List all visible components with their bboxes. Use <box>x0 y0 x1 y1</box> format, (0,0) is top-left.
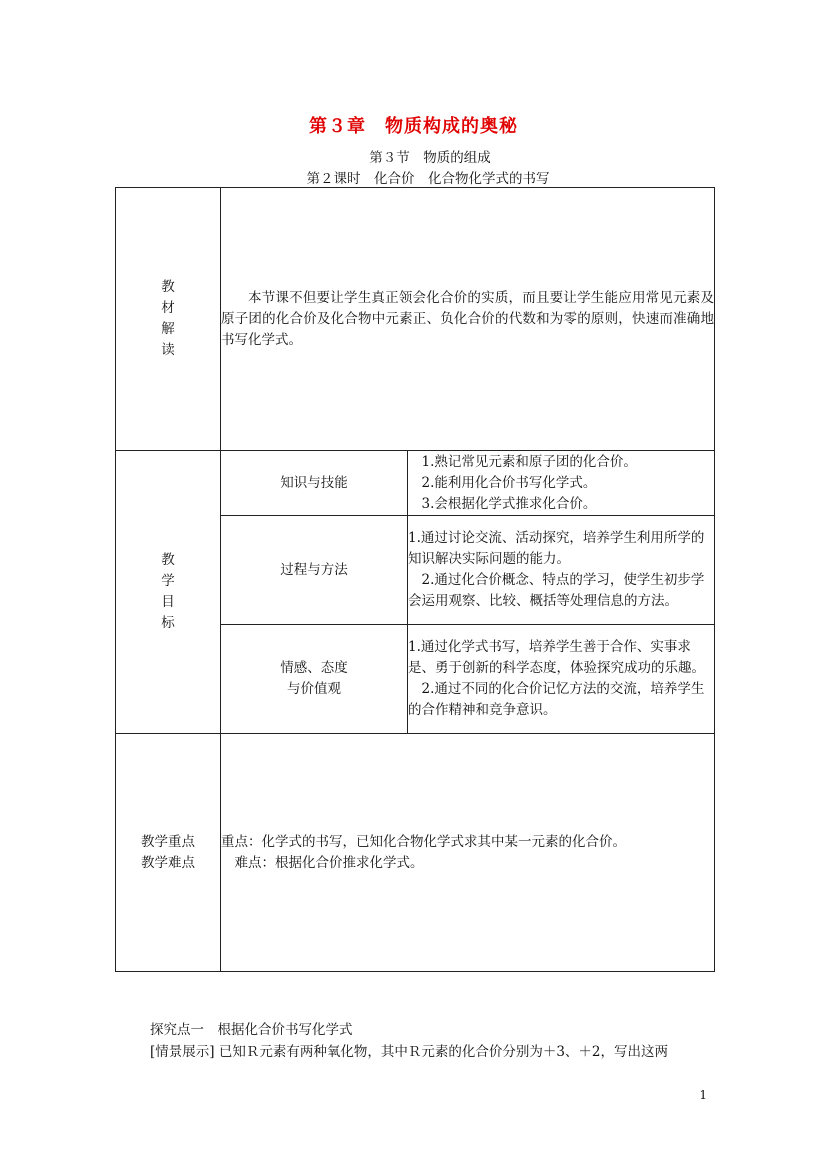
goal-items-process: 1.通过讨论交流、活动探究，培养学生利用所学的知识解决实际问题的能力。 2.通过化合价概念、特点的学习，使学生初步学会运用观察、比较、概括等处理信息的方法。 <box>408 516 715 625</box>
focus-content: 重点：化学式的书写，已知化合物化学式求其中某一元素的化合价。 难点：根据化合价推求化学式。 <box>221 734 715 972</box>
lesson-title: 第２课时 化合价 化合物化学式的书写 <box>306 171 550 187</box>
section-title: 第３节 物质的组成 <box>369 150 491 166</box>
goal-items-knowledge: 1.熟记常见元素和原子团的化合价。 2.能利用化合价书写化学式。 3.会根据化学式推求化合价。 <box>408 451 715 516</box>
table-row-textbook <box>116 188 715 451</box>
explore-heading: 探究点一 根据化合价书写化学式 <box>150 1022 353 1038</box>
table-row-goal-knowledge <box>116 451 715 516</box>
page-number: 1 <box>699 1088 707 1102</box>
table-row-focus <box>116 734 715 972</box>
goals-label: 教 学 目 标 <box>116 451 221 734</box>
textbook-content: 本节课不但要让学生真正领会化合价的实质，而且要让学生能应用常见元素及原子团的化合价及化合物中元素正、负化合价的代数和为零的原则，快速而准确地书写化学式。 <box>221 188 715 451</box>
focus-label: 教学重点 教学难点 <box>116 734 221 972</box>
goal-name-process: 过程与方法 <box>221 516 408 625</box>
textbook-label: 教 材 解 读 <box>116 188 221 451</box>
goal-items-attitude: 1.通过化学式书写，培养学生善于合作、实事求是、勇于创新的科学态度，体验探究成功的乐趣。 2.通过不同的化合价记忆方法的交流，培养学生的合作精神和竞争意识。 <box>408 625 715 734</box>
lesson-plan-table <box>115 187 715 972</box>
scene-text: [情景展示] 已知Ｒ元素有两种氧化物，其中Ｒ元素的化合价分别为＋3、＋2，写出这两 <box>150 1044 669 1060</box>
chapter-title: 第３章 物质构成的奥秘 <box>309 116 518 137</box>
goal-name-knowledge: 知识与技能 <box>221 451 408 516</box>
goal-name-attitude: 情感、态度 与价值观 <box>221 625 408 734</box>
